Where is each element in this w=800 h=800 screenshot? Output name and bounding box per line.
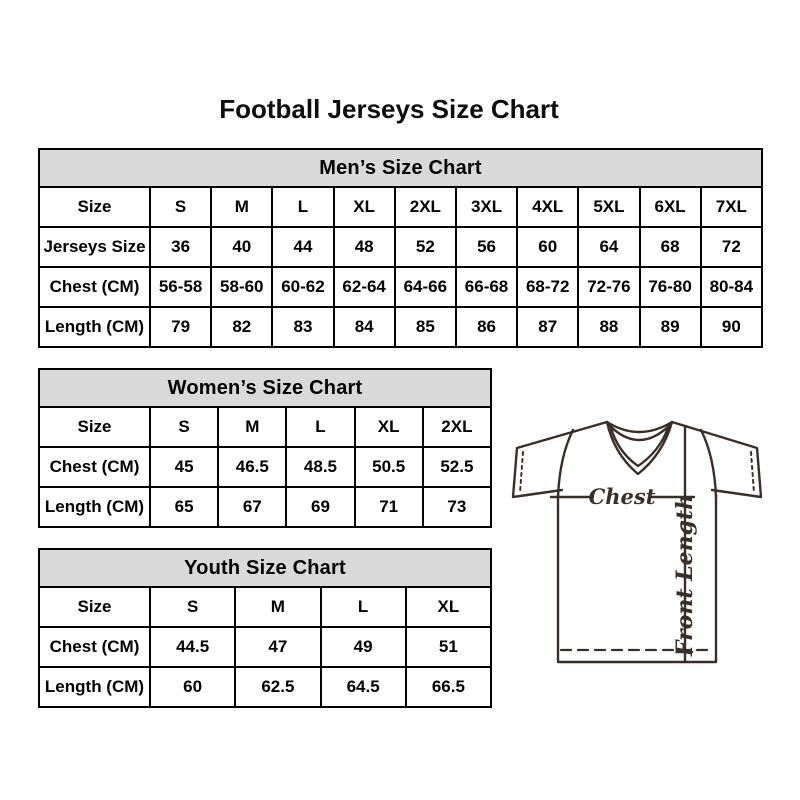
size-cell: 45 (150, 447, 218, 487)
size-cell: XL (334, 187, 395, 227)
page-title: Football Jerseys Size Chart (219, 94, 559, 124)
row-label: Length (CM) (39, 307, 150, 347)
size-cell: M (218, 407, 286, 447)
womens-table-title: Women’s Size Chart (39, 369, 491, 407)
size-cell: M (211, 187, 272, 227)
size-cell: S (150, 587, 235, 627)
size-cell: XL (406, 587, 491, 627)
size-cell: 50.5 (355, 447, 423, 487)
mens-table-title: Men’s Size Chart (39, 149, 762, 187)
size-cell: 2XL (395, 187, 456, 227)
size-cell: 44.5 (150, 627, 235, 667)
size-cell: 69 (286, 487, 354, 527)
size-cell: S (150, 407, 218, 447)
size-cell: 67 (218, 487, 286, 527)
size-cell: 36 (150, 227, 211, 267)
size-cell: 64 (578, 227, 639, 267)
size-cell: 68-72 (517, 267, 578, 307)
size-cell: L (272, 187, 333, 227)
size-cell: 89 (640, 307, 701, 347)
size-cell: 66-68 (456, 267, 517, 307)
size-cell: 71 (355, 487, 423, 527)
size-cell: M (235, 587, 320, 627)
size-cell: 64-66 (395, 267, 456, 307)
table-row (39, 667, 491, 707)
table-row (39, 487, 491, 527)
size-cell: 46.5 (218, 447, 286, 487)
row-label: Length (CM) (39, 487, 150, 527)
size-cell: 86 (456, 307, 517, 347)
size-cell: S (150, 187, 211, 227)
size-cell: 6XL (640, 187, 701, 227)
size-cell: 51 (406, 627, 491, 667)
jersey-left-armhole (558, 430, 573, 497)
size-cell: 48 (334, 227, 395, 267)
size-cell: 62-64 (334, 267, 395, 307)
size-cell: 87 (517, 307, 578, 347)
size-cell: 62.5 (235, 667, 320, 707)
table-row (39, 587, 491, 627)
table-row (39, 187, 762, 227)
size-cell: 7XL (701, 187, 762, 227)
womens-size-chart-table (38, 368, 492, 528)
row-label: Chest (CM) (39, 627, 150, 667)
size-cell: 52.5 (423, 447, 491, 487)
size-cell: 56-58 (150, 267, 211, 307)
size-cell: 68 (640, 227, 701, 267)
jersey-diagram-svg (505, 412, 773, 668)
row-label: Size (39, 587, 150, 627)
size-cell: 90 (701, 307, 762, 347)
row-label: Chest (CM) (39, 447, 150, 487)
size-cell: 47 (235, 627, 320, 667)
size-cell: 2XL (423, 407, 491, 447)
size-cell: 64.5 (321, 667, 406, 707)
size-cell: 44 (272, 227, 333, 267)
mens-size-chart-table (38, 148, 763, 348)
size-cell: 58-60 (211, 267, 272, 307)
size-cell: 85 (395, 307, 456, 347)
table-row (39, 307, 762, 347)
size-cell: XL (355, 407, 423, 447)
size-cell: L (286, 407, 354, 447)
youth-size-chart-table (38, 548, 492, 708)
row-label: Jerseys Size (39, 227, 150, 267)
size-cell: 76-80 (640, 267, 701, 307)
size-cell: 52 (395, 227, 456, 267)
size-cell: 80-84 (701, 267, 762, 307)
size-cell: 73 (423, 487, 491, 527)
jersey-right-armhole (701, 430, 716, 497)
jersey-left-cuff-seam (520, 452, 523, 493)
size-cell: 82 (211, 307, 272, 347)
table-row (39, 447, 491, 487)
table-row (39, 627, 491, 667)
row-label: Length (CM) (39, 667, 150, 707)
size-cell: 88 (578, 307, 639, 347)
front-length-label: Front Length (672, 493, 698, 657)
size-cell: 4XL (517, 187, 578, 227)
size-cell: 56 (456, 227, 517, 267)
size-cell: 60 (517, 227, 578, 267)
table-row (39, 267, 762, 307)
size-cell: 84 (334, 307, 395, 347)
size-cell: 49 (321, 627, 406, 667)
row-label: Chest (CM) (39, 267, 150, 307)
size-cell: 83 (272, 307, 333, 347)
size-cell: 60-62 (272, 267, 333, 307)
chest-label: Chest (588, 484, 656, 509)
table-row (39, 407, 491, 447)
size-cell: 40 (211, 227, 272, 267)
size-cell: 48.5 (286, 447, 354, 487)
size-cell: 72-76 (578, 267, 639, 307)
table-row (39, 227, 762, 267)
jersey-right-cuff-seam (751, 452, 754, 493)
row-label: Size (39, 187, 150, 227)
size-cell: L (321, 587, 406, 627)
size-cell: 66.5 (406, 667, 491, 707)
size-cell: 65 (150, 487, 218, 527)
size-cell: 72 (701, 227, 762, 267)
row-label: Size (39, 407, 150, 447)
size-cell: 3XL (456, 187, 517, 227)
size-cell: 5XL (578, 187, 639, 227)
jersey-measurement-diagram (505, 412, 773, 668)
youth-table-title: Youth Size Chart (39, 549, 491, 587)
size-cell: 60 (150, 667, 235, 707)
size-cell: 79 (150, 307, 211, 347)
